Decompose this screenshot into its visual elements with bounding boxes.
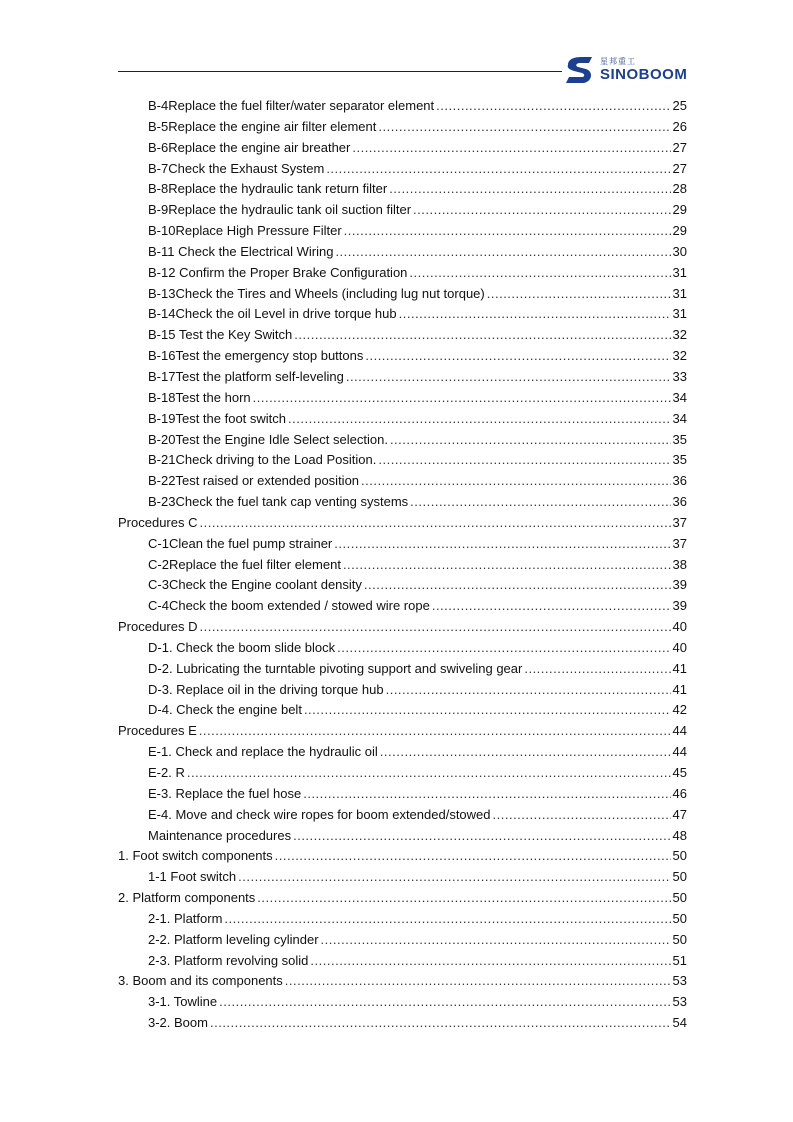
toc-dot-leader <box>293 826 670 847</box>
toc-page-number: 53 <box>672 994 687 1010</box>
toc-entry-number: B-7 <box>148 160 169 176</box>
toc-dot-leader <box>238 867 670 888</box>
toc-page-number: 40 <box>672 639 687 655</box>
toc-entry-title: E-3. Replace the fuel hose <box>148 785 302 801</box>
toc-page-number: 28 <box>672 181 687 197</box>
toc-entry-title: Test the emergency stop buttons <box>175 348 364 364</box>
toc-entry-title: Test the Engine Idle Select selection. <box>175 431 388 447</box>
toc-page-number: 36 <box>672 473 687 489</box>
toc-entry-title: Check driving to the Load Position. <box>175 452 377 468</box>
toc-entry-title: Check the Tires and Wheels (including lug nut torque) <box>175 285 485 301</box>
toc-entry-title: Procedures D <box>118 619 198 635</box>
toc-entry-title: Replace the engine air breather <box>168 139 351 155</box>
toc-entry[interactable] <box>118 284 687 305</box>
toc-entry[interactable] <box>118 867 687 888</box>
toc-entry[interactable] <box>118 242 687 263</box>
toc-entry-number: B-13 <box>148 285 176 301</box>
toc-page-number: 33 <box>672 368 687 384</box>
toc-dot-leader <box>335 242 670 263</box>
toc-entry-title: Test the platform self-leveling <box>175 368 344 384</box>
toc-page-number: 42 <box>672 702 687 718</box>
toc-entry[interactable] <box>118 200 687 221</box>
toc-entry-title: D-2. Lubricating the turntable pivoting support and swiveling gear <box>148 660 523 676</box>
toc-page-number: 29 <box>672 223 687 239</box>
toc-entry[interactable] <box>118 992 687 1013</box>
toc-dot-leader <box>187 763 671 784</box>
toc-dot-leader <box>493 805 671 826</box>
toc-dot-leader <box>343 555 671 576</box>
toc-dot-leader <box>389 179 670 200</box>
toc-dot-leader <box>344 221 671 242</box>
toc-page-number: 38 <box>672 556 687 572</box>
toc-dot-leader <box>487 284 671 305</box>
toc-entry[interactable] <box>118 221 687 242</box>
sinoboom-logo <box>562 55 690 85</box>
toc-dot-leader <box>199 617 670 638</box>
toc-entry[interactable] <box>118 304 687 325</box>
toc-entry-number: B-22 <box>148 473 176 489</box>
toc-entry-number: B-8 <box>148 181 169 197</box>
toc-entry[interactable] <box>118 430 687 451</box>
toc-page-number: 35 <box>672 431 687 447</box>
toc-page-number: 53 <box>672 973 687 989</box>
toc-entry-title: Replace the fuel filter element <box>168 556 341 572</box>
toc-entry-title: D-3. Replace oil in the driving torque hub <box>148 681 384 697</box>
toc-entry-title: 2-1. Platform <box>148 910 223 926</box>
toc-page-number: 50 <box>672 848 687 864</box>
toc-dot-leader <box>378 117 670 138</box>
toc-page-number: 31 <box>672 306 687 322</box>
toc-dot-leader <box>399 304 671 325</box>
toc-dot-leader <box>210 1013 671 1034</box>
toc-entry-title: E-2. R <box>148 765 185 780</box>
toc-entry[interactable] <box>118 742 687 763</box>
toc-entry-number: B-16 <box>148 348 176 364</box>
toc-page-number: 25 <box>672 98 687 113</box>
toc-entry[interactable] <box>118 721 687 742</box>
toc-entry-number: B-10 <box>148 223 176 239</box>
toc-entry[interactable] <box>118 888 687 909</box>
toc-dot-leader <box>253 388 671 409</box>
toc-entry-number: B-19 <box>148 410 176 426</box>
toc-entry-title: 3. Boom and its components <box>118 973 283 989</box>
toc-page-number: 48 <box>672 827 687 843</box>
toc-dot-leader <box>410 492 670 513</box>
toc-dot-leader <box>380 742 671 763</box>
toc-entry-title: Check the boom extended / stowed wire rope <box>168 598 430 614</box>
toc-entry-number: C-3 <box>148 577 169 593</box>
toc-entry-title: Test the foot switch <box>175 410 287 426</box>
toc-page-number: 44 <box>672 723 687 739</box>
toc-entry-number: C-1 <box>148 535 169 551</box>
toc-dot-leader <box>310 951 670 972</box>
toc-entry-title: B-12 Confirm the Proper Brake Configuration <box>148 264 408 280</box>
toc-entry-title: 3-2. Boom <box>148 1015 208 1031</box>
toc-entry-title: E-4. Move and check wire ropes for boom extended/stowed <box>148 806 491 822</box>
toc-entry[interactable] <box>118 263 687 284</box>
toc-entry[interactable] <box>118 680 687 701</box>
toc-entry-title: Check the oil Level in drive torque hub <box>175 306 397 322</box>
toc-entry-title: Replace High Pressure Filter <box>175 223 342 239</box>
toc-dot-leader <box>224 909 670 930</box>
toc-dot-leader <box>436 96 670 117</box>
toc-entry-number: B-20 <box>148 431 176 447</box>
toc-page-number: 30 <box>672 243 687 259</box>
toc-entry-number: C-4 <box>148 598 169 614</box>
toc-dot-leader <box>321 930 671 951</box>
toc-dot-leader <box>326 159 670 180</box>
toc-entry[interactable] <box>118 513 687 534</box>
toc-entry[interactable] <box>118 1013 687 1034</box>
toc-entry[interactable] <box>118 555 687 576</box>
toc-page-number: 36 <box>672 494 687 510</box>
toc-dot-leader <box>390 430 671 451</box>
toc-dot-leader <box>219 992 670 1013</box>
toc-entry[interactable] <box>118 909 687 930</box>
toc-entry[interactable] <box>118 388 687 409</box>
toc-entry[interactable] <box>118 971 687 992</box>
toc-entry[interactable] <box>118 138 687 159</box>
toc-page-number: 45 <box>672 765 687 780</box>
toc-entry[interactable] <box>118 638 687 659</box>
toc-entry[interactable] <box>118 159 687 180</box>
toc-entry-title: 3-1. Towline <box>148 994 218 1010</box>
logo-chinese-text: 星邦重工 <box>600 57 636 66</box>
toc-entry-title: 1. Foot switch components <box>118 848 273 864</box>
toc-entry-title: 2. Platform components <box>118 890 256 906</box>
toc-dot-leader <box>365 346 670 367</box>
toc-entry-number: B-4 <box>148 98 169 113</box>
toc-entry[interactable] <box>118 346 687 367</box>
toc-entry-title: Replace the fuel filter/water separator element <box>168 98 435 113</box>
toc-entry[interactable] <box>118 96 687 117</box>
toc-entry-title: D-1. Check the boom slide block <box>148 639 336 655</box>
toc-page-number: 27 <box>672 139 687 155</box>
toc-entry-title: 1-1 Foot switch <box>148 869 237 885</box>
toc-page-number: 41 <box>672 660 687 676</box>
toc-page-number: 32 <box>672 327 687 343</box>
toc-entry-title: Check the Exhaust System <box>168 160 325 176</box>
toc-entry-title: Test the horn <box>175 389 251 405</box>
toc-entry[interactable] <box>118 117 687 138</box>
toc-entry[interactable] <box>118 325 687 346</box>
toc-dot-leader <box>524 659 670 680</box>
toc-page-number: 37 <box>672 514 687 530</box>
toc-dot-leader <box>294 325 670 346</box>
toc-dot-leader <box>386 680 671 701</box>
toc-entry-title: Check the Engine coolant density <box>168 577 362 593</box>
toc-entry[interactable] <box>118 659 687 680</box>
toc-page-number: 29 <box>672 202 687 218</box>
toc-page-number: 40 <box>672 619 687 635</box>
toc-page-number: 35 <box>672 452 687 468</box>
toc-dot-leader <box>409 263 670 284</box>
toc-page-number: 39 <box>672 598 687 614</box>
toc-page-number: 37 <box>672 535 687 551</box>
toc-entry-title: E-1. Check and replace the hydraulic oil <box>148 744 378 760</box>
toc-dot-leader <box>199 721 671 742</box>
toc-entry[interactable] <box>118 450 687 471</box>
toc-page-number: 46 <box>672 785 687 801</box>
toc-page-number: 50 <box>672 869 687 885</box>
toc-entry-title: B-15 Test the Key Switch <box>148 327 293 343</box>
toc-dot-leader <box>285 971 671 992</box>
toc-entry[interactable] <box>118 367 687 388</box>
toc-dot-leader <box>304 700 671 721</box>
toc-dot-leader <box>352 138 670 159</box>
toc-entry[interactable] <box>118 179 687 200</box>
toc-dot-leader <box>364 575 671 596</box>
toc-entry[interactable] <box>118 846 687 867</box>
sinoboom-logo-icon <box>562 55 596 85</box>
toc-dot-leader <box>275 846 671 867</box>
toc-entry-title: Procedures E <box>118 723 197 739</box>
toc-entry-title: Replace the engine air filter element <box>168 118 377 134</box>
toc-entry-number: B-23 <box>148 494 176 510</box>
toc-entry-title: Clean the fuel pump strainer <box>168 535 333 551</box>
toc-entry-number: B-9 <box>148 202 169 218</box>
toc-page-number: 27 <box>672 160 687 176</box>
toc-page-number: 26 <box>672 118 687 134</box>
toc-entry[interactable] <box>118 596 687 617</box>
toc-entry[interactable] <box>118 534 687 555</box>
toc-entry[interactable] <box>118 471 687 492</box>
toc-dot-leader <box>337 638 670 659</box>
toc-entry-title: Replace the hydraulic tank return filter <box>168 181 388 197</box>
toc-page-number: 51 <box>672 952 687 968</box>
toc-entry-number: B-17 <box>148 368 176 384</box>
toc-page-number: 31 <box>672 285 687 301</box>
toc-entry-title: 2-2. Platform leveling cylinder <box>148 931 319 947</box>
toc-entry-title: D-4. Check the engine belt <box>148 702 302 718</box>
toc-page-number: 34 <box>672 389 687 405</box>
toc-page-number: 50 <box>672 931 687 947</box>
toc-page-number: 44 <box>672 744 687 760</box>
toc-dot-leader <box>361 471 671 492</box>
toc-entry[interactable] <box>118 826 687 847</box>
toc-page-number: 31 <box>672 264 687 280</box>
toc-entry-title: Maintenance procedures <box>148 827 292 843</box>
toc-entry[interactable] <box>118 617 687 638</box>
toc-entry[interactable] <box>118 492 687 513</box>
toc-entry-number: B-14 <box>148 306 176 322</box>
toc-entry[interactable] <box>118 763 687 784</box>
toc-entry-number: B-18 <box>148 389 176 405</box>
toc-page-number: 34 <box>672 410 687 426</box>
toc-page-number: 54 <box>672 1015 687 1031</box>
toc-entry-number: B-21 <box>148 452 176 468</box>
toc-dot-leader <box>303 784 670 805</box>
toc-entry[interactable] <box>118 930 687 951</box>
toc-entry-title: Check the fuel tank cap venting systems <box>175 494 409 510</box>
toc-entry-number: B-5 <box>148 118 169 134</box>
toc-entry[interactable] <box>118 805 687 826</box>
toc-page-number: 39 <box>672 577 687 593</box>
toc-entry[interactable] <box>118 409 687 430</box>
toc-entry-title: B-11 Check the Electrical Wiring <box>148 243 334 259</box>
toc-dot-leader <box>413 200 671 221</box>
toc-dot-leader <box>334 534 670 555</box>
toc-page-number: 32 <box>672 348 687 364</box>
toc-entry[interactable] <box>118 784 687 805</box>
toc-page-number: 50 <box>672 910 687 926</box>
toc-entry-title: Replace the hydraulic tank oil suction filter <box>168 202 412 218</box>
toc-dot-leader <box>378 450 670 471</box>
toc-entry-title: Procedures C <box>118 514 198 530</box>
toc-dot-leader <box>432 596 671 617</box>
toc-page-number: 47 <box>672 806 687 822</box>
toc-entry-title: Test raised or extended position <box>175 473 360 489</box>
toc-entry[interactable] <box>118 951 687 972</box>
toc-entry-title: 2-3. Platform revolving solid <box>148 952 309 968</box>
toc-entry[interactable] <box>118 575 687 596</box>
logo-brand-text: SINOBOOM <box>600 66 688 83</box>
toc-page-number: 41 <box>672 681 687 697</box>
table-of-contents <box>118 96 687 1034</box>
toc-dot-leader <box>288 409 671 430</box>
toc-dot-leader <box>257 888 670 909</box>
toc-dot-leader <box>199 513 670 534</box>
toc-entry[interactable] <box>118 700 687 721</box>
toc-dot-leader <box>346 367 671 388</box>
toc-entry-number: C-2 <box>148 556 169 572</box>
toc-entry-number: B-6 <box>148 139 169 155</box>
toc-page-number: 50 <box>672 890 687 906</box>
